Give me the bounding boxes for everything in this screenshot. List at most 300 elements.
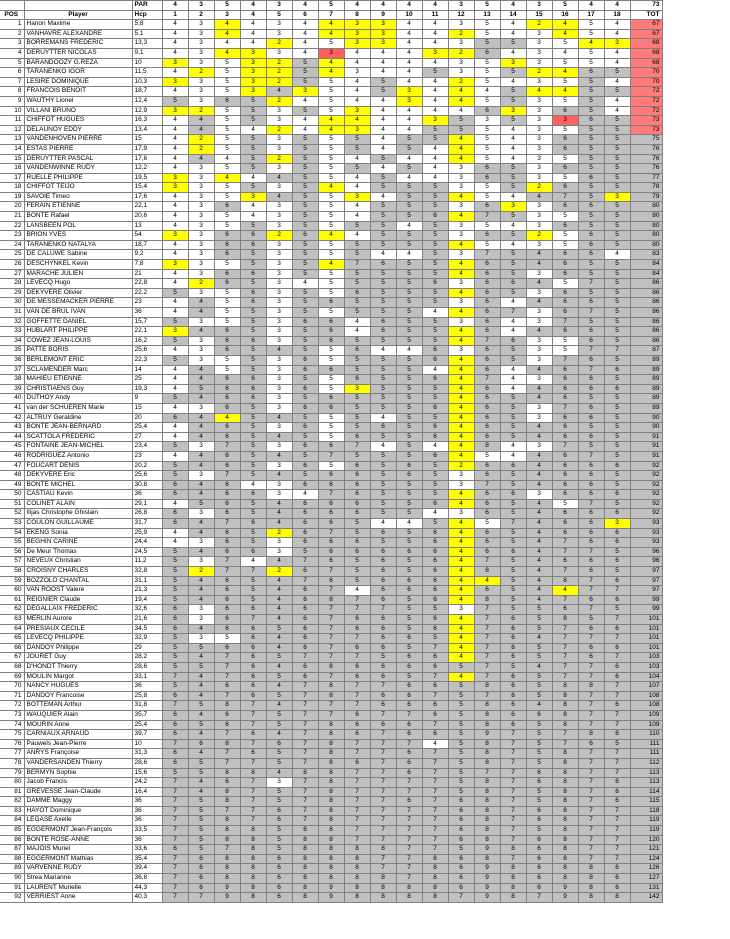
hole-score-cell: 6 <box>474 499 500 509</box>
hole-score-cell: 3 <box>344 20 370 30</box>
hole-score-cell: 7 <box>396 826 422 836</box>
hole-score-cell: 7 <box>578 787 604 797</box>
hole-score-cell: 6 <box>474 384 500 394</box>
total-score-cell: 89 <box>630 375 662 385</box>
hole-score-cell: 8 <box>292 893 318 903</box>
hole-score-cell: 7 <box>292 682 318 692</box>
hole-score-cell: 5 <box>240 538 266 548</box>
hole-score-cell: 7 <box>474 634 500 644</box>
hole-score-cell: 6 <box>370 634 396 644</box>
hole-score-cell: 7 <box>344 653 370 663</box>
hole-score-cell: 5 <box>500 116 526 126</box>
hole-score-cell: 6 <box>318 336 344 346</box>
hole-score-cell: 4 <box>604 96 630 106</box>
player-name-cell: RODRIGUEZ Antonio <box>24 451 132 461</box>
hole-score-cell: 4 <box>526 432 552 442</box>
player-name-cell: EKENG Sonia <box>24 528 132 538</box>
hole-score-cell: 5 <box>396 308 422 318</box>
hole-score-cell: 4 <box>240 212 266 222</box>
hole-score-cell: 3 <box>448 480 474 490</box>
hole-score-cell: 7 <box>500 787 526 797</box>
table-row <box>0 403 662 413</box>
hole-score-cell: 5 <box>344 567 370 577</box>
position-cell: 60 <box>0 586 24 596</box>
hole-score-cell: 2 <box>266 567 292 577</box>
hole-score-cell: 5 <box>526 643 552 653</box>
table-row <box>0 192 662 202</box>
hole-score-cell: 5 <box>162 471 188 481</box>
hole-score-cell: 3 <box>188 442 214 452</box>
hole-score-cell: 7 <box>162 787 188 797</box>
position-cell: 92 <box>0 893 24 903</box>
hole-score-cell: 4 <box>162 221 188 231</box>
hole-score-cell: 5 <box>604 183 630 193</box>
hole-score-cell: 5 <box>344 240 370 250</box>
hole-score-cell: 3 <box>344 29 370 39</box>
hole-header-14: 14 <box>500 10 526 20</box>
hole-score-cell: 5 <box>500 480 526 490</box>
hole-score-cell: 4 <box>266 576 292 586</box>
hole-score-cell: 5 <box>318 423 344 433</box>
hole-score-cell: 5 <box>370 298 396 308</box>
hole-score-cell: 4 <box>552 20 578 30</box>
hole-score-cell: 5 <box>422 298 448 308</box>
table-row <box>0 68 662 78</box>
hole-score-cell: 8 <box>500 893 526 903</box>
hole-score-cell: 4 <box>422 173 448 183</box>
hole-score-cell: 3 <box>526 346 552 356</box>
hole-score-cell: 7 <box>552 624 578 634</box>
position-cell: 88 <box>0 854 24 864</box>
hole-score-cell: 6 <box>422 279 448 289</box>
hole-score-cell: 2 <box>266 125 292 135</box>
hole-score-cell: 5 <box>162 595 188 605</box>
hole-score-cell: 5 <box>370 432 396 442</box>
position-cell: 68 <box>0 662 24 672</box>
hole-score-cell: 6 <box>474 346 500 356</box>
hole-score-cell: 5 <box>370 183 396 193</box>
hole-score-cell: 5 <box>448 730 474 740</box>
table-row <box>0 605 662 615</box>
handicap-cell: 13 <box>132 221 162 231</box>
hole-score-cell: 6 <box>552 365 578 375</box>
hole-header-1: 1 <box>162 10 188 20</box>
hole-score-cell: 6 <box>474 279 500 289</box>
handicap-cell: 28,6 <box>132 662 162 672</box>
hole-score-cell: 6 <box>578 240 604 250</box>
hole-score-cell: 5 <box>240 403 266 413</box>
hole-score-cell: 6 <box>266 739 292 749</box>
hole-score-cell: 3 <box>266 327 292 337</box>
hole-score-cell: 5 <box>292 346 318 356</box>
hole-score-cell: 5 <box>396 413 422 423</box>
hole-score-cell: 6 <box>240 749 266 759</box>
hole-score-cell: 8 <box>474 720 500 730</box>
hole-score-cell: 3 <box>526 29 552 39</box>
hole-score-cell: 8 <box>318 691 344 701</box>
hole-score-cell: 8 <box>552 615 578 625</box>
table-row <box>0 739 662 749</box>
hole-score-cell: 5 <box>526 730 552 740</box>
hole-score-cell: 5 <box>344 403 370 413</box>
hole-score-cell: 4 <box>448 490 474 500</box>
hole-score-cell: 8 <box>552 682 578 692</box>
hole-score-cell: 7 <box>578 451 604 461</box>
hole-score-cell: 4 <box>448 538 474 548</box>
hole-score-cell: 5 <box>422 384 448 394</box>
column-header-row <box>0 10 662 20</box>
handicap-cell: 33,5 <box>132 826 162 836</box>
hole-score-cell: 7 <box>500 806 526 816</box>
hole-score-cell: 4 <box>162 308 188 318</box>
hole-score-cell: 3 <box>370 39 396 49</box>
hole-score-cell: 6 <box>344 471 370 481</box>
hole-score-cell: 6 <box>214 423 240 433</box>
hole-score-cell: 8 <box>552 768 578 778</box>
hole-score-cell: 6 <box>552 135 578 145</box>
hole-score-cell: 4 <box>500 298 526 308</box>
hole-score-cell: 5 <box>188 845 214 855</box>
hole-score-cell: 7 <box>240 710 266 720</box>
hole-score-cell: 6 <box>552 269 578 279</box>
hole-score-cell: 6 <box>552 394 578 404</box>
player-name-cell: COULON GUILLAUME <box>24 519 132 529</box>
hole-score-cell: 5 <box>214 288 240 298</box>
player-name-cell: LAURENT Murielle <box>24 883 132 893</box>
table-row <box>0 298 662 308</box>
hole-score-cell: 3 <box>526 135 552 145</box>
hole-score-cell: 5 <box>188 384 214 394</box>
hole-score-cell: 5 <box>474 154 500 164</box>
hole-score-cell: 5 <box>500 662 526 672</box>
player-name-cell: BARANDOOZY G.REZA <box>24 58 132 68</box>
position-cell: 23 <box>0 231 24 241</box>
hole-score-cell: 6 <box>422 432 448 442</box>
hole-score-cell: 6 <box>214 595 240 605</box>
hole-score-cell: 2 <box>266 154 292 164</box>
hole-score-cell: 6 <box>292 586 318 596</box>
hole-score-cell: 6 <box>162 413 188 423</box>
hole-score-cell: 8 <box>370 845 396 855</box>
hole-score-cell: 4 <box>422 58 448 68</box>
hole-score-cell: 7 <box>396 778 422 788</box>
hole-score-cell: 7 <box>578 346 604 356</box>
hole-score-cell: 6 <box>292 643 318 653</box>
hole-score-cell: 5 <box>240 250 266 260</box>
hole-score-cell: 6 <box>214 538 240 548</box>
position-cell: 45 <box>0 442 24 452</box>
hole-score-cell: 7 <box>292 787 318 797</box>
hole-score-cell: 4 <box>188 125 214 135</box>
hole-score-cell: 5 <box>552 173 578 183</box>
hole-score-cell: 6 <box>552 423 578 433</box>
position-cell: 27 <box>0 269 24 279</box>
hole-score-cell: 5 <box>292 394 318 404</box>
hole-score-cell: 8 <box>578 730 604 740</box>
handicap-cell: 25,4 <box>132 720 162 730</box>
hole-score-cell: 5 <box>396 288 422 298</box>
hole-score-cell: 8 <box>240 835 266 845</box>
hole-score-cell: 6 <box>396 586 422 596</box>
hole-score-cell: 7 <box>500 749 526 759</box>
hole-score-cell: 4 <box>500 384 526 394</box>
hole-score-cell: 6 <box>240 384 266 394</box>
hole-score-cell: 5 <box>578 29 604 39</box>
player-name-cell: TARANENKO NATALYA <box>24 240 132 250</box>
player-name-cell: PRESIAUX CÉCILE <box>24 624 132 634</box>
hole-score-cell: 5 <box>266 672 292 682</box>
table-row <box>0 48 662 58</box>
total-score-cell: 70 <box>630 68 662 78</box>
hole-score-cell: 5 <box>552 125 578 135</box>
hole-score-cell: 8 <box>318 854 344 864</box>
handicap-cell: 22,1 <box>132 202 162 212</box>
hole-score-cell: 4 <box>344 173 370 183</box>
hole-score-cell: 4 <box>344 58 370 68</box>
hole-score-cell: 6 <box>604 643 630 653</box>
hole-score-cell: 6 <box>344 509 370 519</box>
hole-score-cell: 4 <box>162 423 188 433</box>
hole-score-cell: 5 <box>162 662 188 672</box>
player-name-cell: VILLANI BRUNO <box>24 106 132 116</box>
hole-score-cell: 5 <box>448 787 474 797</box>
hole-score-cell: 5 <box>604 135 630 145</box>
player-name-cell: LEGASE Axelle <box>24 816 132 826</box>
total-score-cell: 97 <box>630 586 662 596</box>
hole-score-cell: 6 <box>162 749 188 759</box>
position-cell: 89 <box>0 864 24 874</box>
total-score-cell: 93 <box>630 528 662 538</box>
hole-score-cell: 5 <box>292 77 318 87</box>
hole-score-cell: 5 <box>344 423 370 433</box>
handicap-cell: 20,6 <box>132 212 162 222</box>
hole-score-cell: 6 <box>500 490 526 500</box>
total-score-cell: 119 <box>630 826 662 836</box>
hole-score-cell: 8 <box>422 854 448 864</box>
total-score-cell: 67 <box>630 20 662 30</box>
table-row <box>0 634 662 644</box>
hole-score-cell: 6 <box>162 730 188 740</box>
hole-score-cell: 4 <box>266 413 292 423</box>
hole-score-cell: 4 <box>526 279 552 289</box>
hole-score-cell: 3 <box>318 48 344 58</box>
hole-score-cell: 6 <box>318 365 344 375</box>
hole-score-cell: 5 <box>162 336 188 346</box>
hole-score-cell: 4 <box>266 346 292 356</box>
table-row <box>0 202 662 212</box>
hole-score-cell: 4 <box>500 135 526 145</box>
hole-score-cell: 4 <box>448 260 474 270</box>
player-name-cell: De Meur Thomas <box>24 547 132 557</box>
total-score-cell: 91 <box>630 442 662 452</box>
hole-score-cell: 4 <box>266 701 292 711</box>
hole-score-cell: 5 <box>604 298 630 308</box>
hole-score-cell: 8 <box>240 845 266 855</box>
hole-score-cell: 4 <box>318 260 344 270</box>
hole-score-cell: 5 <box>370 509 396 519</box>
hole-score-cell: 7 <box>344 682 370 692</box>
position-cell: 72 <box>0 701 24 711</box>
hole-score-cell: 6 <box>552 451 578 461</box>
hole-score-cell: 8 <box>214 768 240 778</box>
hole-score-cell: 4 <box>526 250 552 260</box>
hole-score-cell: 3 <box>162 58 188 68</box>
handicap-cell: 33,1 <box>132 672 162 682</box>
hole-score-cell: 4 <box>526 595 552 605</box>
hole-score-cell: 5 <box>292 308 318 318</box>
hole-score-cell: 5 <box>422 336 448 346</box>
hole-score-cell: 6 <box>292 231 318 241</box>
hole-score-cell: 4 <box>188 653 214 663</box>
hole-score-cell: 7 <box>552 403 578 413</box>
hole-score-cell: 6 <box>578 519 604 529</box>
hole-score-cell: 7 <box>604 826 630 836</box>
total-score-cell: 111 <box>630 739 662 749</box>
hole-score-cell: 8 <box>552 787 578 797</box>
hole-score-cell: 5 <box>500 87 526 97</box>
hole-score-cell: 6 <box>422 595 448 605</box>
hole-score-cell: 5 <box>214 58 240 68</box>
hole-score-cell: 4 <box>318 116 344 126</box>
hole-score-cell: 7 <box>162 835 188 845</box>
hole-score-cell: 8 <box>474 787 500 797</box>
table-row <box>0 557 662 567</box>
hole-score-cell: 7 <box>292 778 318 788</box>
player-name-cell: VAN DE BRUL IVAN <box>24 308 132 318</box>
hole-score-cell: 7 <box>370 816 396 826</box>
table-row <box>0 423 662 433</box>
hole-score-cell: 5 <box>266 758 292 768</box>
position-cell: 59 <box>0 576 24 586</box>
hole-score-cell: 3 <box>448 231 474 241</box>
hole-score-cell: 4 <box>266 682 292 692</box>
hole-score-cell: 5 <box>396 423 422 433</box>
hole-score-cell: 8 <box>604 893 630 903</box>
hole-score-cell: 8 <box>214 701 240 711</box>
hole-score-cell: 6 <box>552 384 578 394</box>
hole-score-cell: 6 <box>214 509 240 519</box>
hole-score-cell: 9 <box>474 864 500 874</box>
hole-score-cell: 6 <box>500 461 526 471</box>
hole-score-cell: 6 <box>552 432 578 442</box>
hole-score-cell: 5 <box>422 68 448 78</box>
hole-score-cell: 5 <box>396 298 422 308</box>
hole-score-cell: 4 <box>448 567 474 577</box>
handicap-cell: 10 <box>132 739 162 749</box>
hole-score-cell: 4 <box>188 682 214 692</box>
hole-score-cell: 4 <box>344 327 370 337</box>
hole-score-cell: 7 <box>500 768 526 778</box>
hole-score-cell: 5 <box>370 202 396 212</box>
hole-score-cell: 5 <box>240 96 266 106</box>
hole-score-cell: 5 <box>266 749 292 759</box>
hole-score-cell: 4 <box>214 29 240 39</box>
handicap-cell: 28,2 <box>132 653 162 663</box>
hole-score-cell: 6 <box>604 864 630 874</box>
hole-score-cell: 8 <box>214 739 240 749</box>
hole-score-cell: 3 <box>552 116 578 126</box>
hole-score-cell: 5 <box>604 173 630 183</box>
hole-score-cell: 4 <box>292 39 318 49</box>
position-cell: 22 <box>0 221 24 231</box>
hole-score-cell: 5 <box>604 308 630 318</box>
hole-score-cell: 4 <box>266 615 292 625</box>
hole-score-cell: 6 <box>552 471 578 481</box>
hole-score-cell: 6 <box>214 461 240 471</box>
hole-score-cell: 6 <box>396 461 422 471</box>
hole-score-cell: 4 <box>344 87 370 97</box>
total-score-cell: 108 <box>630 701 662 711</box>
handicap-cell: 36 <box>132 816 162 826</box>
hole-score-cell: 5 <box>240 413 266 423</box>
hole-score-cell: 8 <box>292 768 318 778</box>
table-row <box>0 874 662 884</box>
hole-score-cell: 4 <box>344 77 370 87</box>
hole-score-cell: 5 <box>240 221 266 231</box>
total-score-cell: 73 <box>630 125 662 135</box>
hole-score-cell: 6 <box>214 710 240 720</box>
position-cell: 91 <box>0 883 24 893</box>
hole-score-cell: 5 <box>396 135 422 145</box>
total-score-cell: 83 <box>630 250 662 260</box>
hole-score-cell: 7 <box>370 730 396 740</box>
player-name-cell: BORREMANS FREDERIC <box>24 39 132 49</box>
hole-score-cell: 8 <box>318 768 344 778</box>
hole-score-cell: 5 <box>266 826 292 836</box>
player-name-cell: CHIFFOT TEIJO <box>24 183 132 193</box>
hole-score-cell: 3 <box>266 355 292 365</box>
hole-score-cell: 6 <box>292 461 318 471</box>
hole-score-cell: 5 <box>214 355 240 365</box>
hole-score-cell: 4 <box>448 212 474 222</box>
hole-score-cell: 5 <box>292 432 318 442</box>
hole-score-cell: 5 <box>292 240 318 250</box>
hole-score-cell: 6 <box>422 423 448 433</box>
hole-score-cell: 6 <box>422 403 448 413</box>
par-hole-10: 4 <box>396 1 422 11</box>
hole-score-cell: 3 <box>240 87 266 97</box>
hole-score-cell: 4 <box>526 538 552 548</box>
hole-score-cell: 8 <box>318 874 344 884</box>
hole-score-cell: 4 <box>448 595 474 605</box>
par-row-blank <box>0 1 24 11</box>
hole-score-cell: 5 <box>578 260 604 270</box>
hole-score-cell: 7 <box>240 806 266 816</box>
hole-score-cell: 6 <box>422 701 448 711</box>
hole-score-cell: 7 <box>370 758 396 768</box>
player-name-cell: DE CALUWE Sabine <box>24 250 132 260</box>
hole-score-cell: 7 <box>214 758 240 768</box>
handicap-cell: 17,9 <box>132 144 162 154</box>
hole-score-cell: 4 <box>396 58 422 68</box>
hole-score-cell: 4 <box>214 173 240 183</box>
hole-score-cell: 6 <box>578 250 604 260</box>
hole-score-cell: 5 <box>448 116 474 126</box>
hole-score-cell: 6 <box>344 758 370 768</box>
handicap-cell: 33,6 <box>132 845 162 855</box>
hole-score-cell: 5 <box>370 154 396 164</box>
total-score-cell: 78 <box>630 183 662 193</box>
hole-score-cell: 8 <box>344 893 370 903</box>
hole-score-cell: 4 <box>500 192 526 202</box>
hole-score-cell: 3 <box>526 403 552 413</box>
table-row <box>0 567 662 577</box>
hole-score-cell: 4 <box>552 48 578 58</box>
handicap-cell: 23 <box>132 451 162 461</box>
hole-score-cell: 4 <box>240 29 266 39</box>
hole-score-cell: 7 <box>292 797 318 807</box>
hole-score-cell: 8 <box>500 864 526 874</box>
